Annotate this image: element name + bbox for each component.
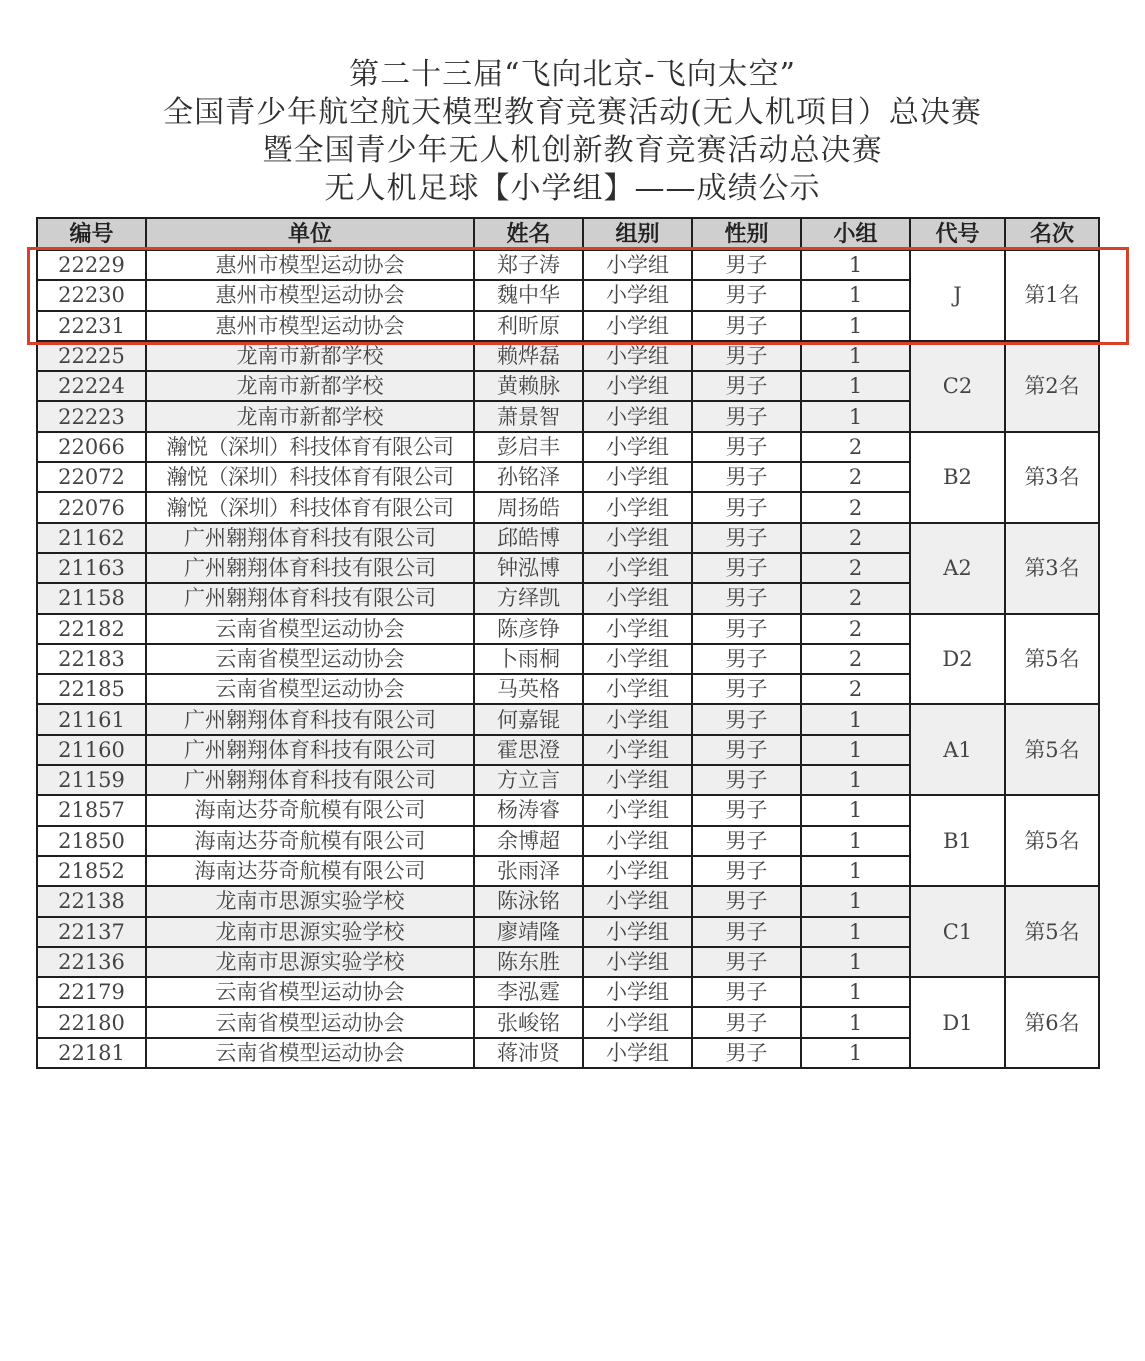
member-id: 21158 <box>37 583 146 613</box>
header-rank: 名次 <box>1005 218 1099 250</box>
member-name: 卜雨桐 <box>474 644 583 674</box>
team-code: D1 <box>910 977 1005 1068</box>
member-name: 利昕原 <box>474 311 583 341</box>
team-rank: 第3名 <box>1005 432 1099 523</box>
member-id: 22066 <box>37 432 146 462</box>
member-unit: 龙南市新都学校 <box>146 401 474 431</box>
member-category: 小学组 <box>583 280 692 310</box>
member-unit: 广州翱翔体育科技有限公司 <box>146 583 474 613</box>
member-name: 方立言 <box>474 765 583 795</box>
member-unit: 龙南市新都学校 <box>146 371 474 401</box>
member-group: 1 <box>801 704 910 734</box>
member-name: 黄赖脉 <box>474 371 583 401</box>
team-rank: 第5名 <box>1005 704 1099 795</box>
member-gender: 男子 <box>692 947 801 977</box>
member-category: 小学组 <box>583 735 692 765</box>
member-id: 21163 <box>37 553 146 583</box>
team-rank: 第5名 <box>1005 795 1099 886</box>
member-name: 廖靖隆 <box>474 917 583 947</box>
member-group: 1 <box>801 735 910 765</box>
member-category: 小学组 <box>583 583 692 613</box>
member-group: 2 <box>801 674 910 704</box>
team-rank: 第5名 <box>1005 614 1099 705</box>
member-gender: 男子 <box>692 280 801 310</box>
member-name: 钟泓博 <box>474 553 583 583</box>
team-rank: 第1名 <box>1005 250 1099 341</box>
member-group: 1 <box>801 1007 910 1037</box>
member-name: 李泓霆 <box>474 977 583 1007</box>
member-id: 21852 <box>37 856 146 886</box>
member-unit: 云南省模型运动协会 <box>146 644 474 674</box>
member-id: 22137 <box>37 917 146 947</box>
member-name: 蒋沛贤 <box>474 1038 583 1068</box>
member-name: 张峻铭 <box>474 1007 583 1037</box>
header-name: 姓名 <box>474 218 583 250</box>
member-gender: 男子 <box>692 886 801 916</box>
member-category: 小学组 <box>583 704 692 734</box>
member-group: 1 <box>801 765 910 795</box>
member-gender: 男子 <box>692 735 801 765</box>
member-group: 2 <box>801 432 910 462</box>
title-line-3: 暨全国青少年无人机创新教育竞赛活动总决赛 <box>262 133 883 168</box>
member-id: 22231 <box>37 311 146 341</box>
table-row <box>37 432 1099 462</box>
member-unit: 广州翱翔体育科技有限公司 <box>146 523 474 553</box>
member-group: 2 <box>801 523 910 553</box>
title-line-4: 无人机足球【小学组】——成绩公示 <box>324 171 821 206</box>
team-code: B2 <box>910 432 1005 523</box>
table-row <box>37 523 1099 553</box>
member-unit: 海南达芬奇航模有限公司 <box>146 856 474 886</box>
member-gender: 男子 <box>692 614 801 644</box>
member-name: 彭启丰 <box>474 432 583 462</box>
member-unit: 龙南市思源实验学校 <box>146 886 474 916</box>
member-group: 2 <box>801 583 910 613</box>
member-category: 小学组 <box>583 523 692 553</box>
member-gender: 男子 <box>692 856 801 886</box>
member-id: 22138 <box>37 886 146 916</box>
member-gender: 男子 <box>692 311 801 341</box>
table-row <box>37 341 1099 371</box>
member-group: 1 <box>801 250 910 280</box>
member-group: 1 <box>801 401 910 431</box>
member-id: 21161 <box>37 704 146 734</box>
member-gender: 男子 <box>692 795 801 825</box>
member-unit: 惠州市模型运动协会 <box>146 250 474 280</box>
member-category: 小学组 <box>583 614 692 644</box>
results-body <box>37 250 1099 1068</box>
member-unit: 海南达芬奇航模有限公司 <box>146 826 474 856</box>
member-name: 萧景智 <box>474 401 583 431</box>
team-code: C2 <box>910 341 1005 432</box>
member-id: 22180 <box>37 1007 146 1037</box>
member-group: 1 <box>801 280 910 310</box>
member-gender: 男子 <box>692 341 801 371</box>
member-gender: 男子 <box>692 401 801 431</box>
member-category: 小学组 <box>583 644 692 674</box>
member-group: 1 <box>801 341 910 371</box>
member-gender: 男子 <box>692 826 801 856</box>
member-name: 周扬皓 <box>474 492 583 522</box>
header-row <box>37 218 1099 250</box>
team-rank: 第3名 <box>1005 523 1099 614</box>
member-group: 2 <box>801 614 910 644</box>
table-row <box>37 977 1099 1007</box>
member-category: 小学组 <box>583 917 692 947</box>
table-row <box>37 886 1099 916</box>
member-gender: 男子 <box>692 674 801 704</box>
member-category: 小学组 <box>583 886 692 916</box>
member-gender: 男子 <box>692 1007 801 1037</box>
team-code: B1 <box>910 795 1005 886</box>
member-unit: 广州翱翔体育科技有限公司 <box>146 704 474 734</box>
member-group: 1 <box>801 886 910 916</box>
member-category: 小学组 <box>583 856 692 886</box>
member-unit: 云南省模型运动协会 <box>146 1038 474 1068</box>
member-category: 小学组 <box>583 462 692 492</box>
member-gender: 男子 <box>692 977 801 1007</box>
table-row <box>37 250 1099 280</box>
member-category: 小学组 <box>583 826 692 856</box>
member-unit: 云南省模型运动协会 <box>146 977 474 1007</box>
member-name: 陈东胜 <box>474 947 583 977</box>
member-id: 21850 <box>37 826 146 856</box>
member-id: 22072 <box>37 462 146 492</box>
member-gender: 男子 <box>692 917 801 947</box>
member-unit: 广州翱翔体育科技有限公司 <box>146 765 474 795</box>
member-group: 2 <box>801 553 910 583</box>
member-gender: 男子 <box>692 250 801 280</box>
member-group: 1 <box>801 826 910 856</box>
member-id: 22229 <box>37 250 146 280</box>
member-id: 22182 <box>37 614 146 644</box>
team-rank: 第6名 <box>1005 977 1099 1068</box>
member-group: 1 <box>801 311 910 341</box>
member-category: 小学组 <box>583 371 692 401</box>
member-group: 2 <box>801 644 910 674</box>
header-id: 编号 <box>37 218 146 250</box>
header-gender: 性别 <box>692 218 801 250</box>
member-gender: 男子 <box>692 583 801 613</box>
member-name: 余博超 <box>474 826 583 856</box>
member-name: 郑子涛 <box>474 250 583 280</box>
table-row <box>37 704 1099 734</box>
header-group: 小组 <box>801 218 910 250</box>
member-category: 小学组 <box>583 492 692 522</box>
member-group: 1 <box>801 977 910 1007</box>
header-unit: 单位 <box>146 218 474 250</box>
member-id: 22136 <box>37 947 146 977</box>
member-gender: 男子 <box>692 371 801 401</box>
member-id: 22185 <box>37 674 146 704</box>
member-gender: 男子 <box>692 523 801 553</box>
header-category: 组别 <box>583 218 692 250</box>
member-id: 22181 <box>37 1038 146 1068</box>
member-name: 方绎凯 <box>474 583 583 613</box>
member-category: 小学组 <box>583 553 692 583</box>
team-code: D2 <box>910 614 1005 705</box>
member-group: 1 <box>801 1038 910 1068</box>
results-table <box>36 217 1100 1069</box>
member-category: 小学组 <box>583 674 692 704</box>
member-group: 2 <box>801 492 910 522</box>
member-name: 张雨泽 <box>474 856 583 886</box>
member-name: 魏中华 <box>474 280 583 310</box>
member-unit: 瀚悦（深圳）科技体育有限公司 <box>146 492 474 522</box>
member-gender: 男子 <box>692 1038 801 1068</box>
member-category: 小学组 <box>583 341 692 371</box>
member-id: 22179 <box>37 977 146 1007</box>
team-rank: 第5名 <box>1005 886 1099 977</box>
member-category: 小学组 <box>583 765 692 795</box>
team-code: J <box>910 250 1005 341</box>
member-category: 小学组 <box>583 977 692 1007</box>
member-unit: 海南达芬奇航模有限公司 <box>146 795 474 825</box>
member-unit: 龙南市思源实验学校 <box>146 917 474 947</box>
title-line-2: 全国青少年航空航天模型教育竞赛活动(无人机项目）总决赛 <box>163 95 982 130</box>
table-row <box>37 614 1099 644</box>
member-category: 小学组 <box>583 1007 692 1037</box>
member-unit: 惠州市模型运动协会 <box>146 280 474 310</box>
member-gender: 男子 <box>692 492 801 522</box>
member-group: 1 <box>801 856 910 886</box>
member-unit: 龙南市思源实验学校 <box>146 947 474 977</box>
member-unit: 云南省模型运动协会 <box>146 674 474 704</box>
member-unit: 惠州市模型运动协会 <box>146 311 474 341</box>
member-id: 21160 <box>37 735 146 765</box>
member-id: 22225 <box>37 341 146 371</box>
member-category: 小学组 <box>583 401 692 431</box>
member-category: 小学组 <box>583 432 692 462</box>
team-rank: 第2名 <box>1005 341 1099 432</box>
member-unit: 瀚悦（深圳）科技体育有限公司 <box>146 462 474 492</box>
member-id: 22076 <box>37 492 146 522</box>
member-gender: 男子 <box>692 644 801 674</box>
member-category: 小学组 <box>583 1038 692 1068</box>
member-id: 22230 <box>37 280 146 310</box>
team-code: A2 <box>910 523 1005 614</box>
member-id: 21857 <box>37 795 146 825</box>
member-category: 小学组 <box>583 311 692 341</box>
member-unit: 云南省模型运动协会 <box>146 1007 474 1037</box>
member-id: 21162 <box>37 523 146 553</box>
member-category: 小学组 <box>583 795 692 825</box>
team-code: A1 <box>910 704 1005 795</box>
member-id: 22183 <box>37 644 146 674</box>
header-code: 代号 <box>910 218 1005 250</box>
member-gender: 男子 <box>692 704 801 734</box>
member-group: 1 <box>801 917 910 947</box>
member-gender: 男子 <box>692 765 801 795</box>
member-category: 小学组 <box>583 250 692 280</box>
member-name: 何嘉锟 <box>474 704 583 734</box>
member-unit: 广州翱翔体育科技有限公司 <box>146 735 474 765</box>
member-id: 22224 <box>37 371 146 401</box>
member-name: 杨涛睿 <box>474 795 583 825</box>
member-gender: 男子 <box>692 553 801 583</box>
member-group: 2 <box>801 462 910 492</box>
member-category: 小学组 <box>583 947 692 977</box>
member-id: 21159 <box>37 765 146 795</box>
member-name: 赖烨磊 <box>474 341 583 371</box>
member-id: 22223 <box>37 401 146 431</box>
member-name: 马英格 <box>474 674 583 704</box>
member-name: 邱皓博 <box>474 523 583 553</box>
title-line-1: 第二十三届“飞向北京-飞向太空” <box>349 57 796 92</box>
member-group: 1 <box>801 795 910 825</box>
member-group: 1 <box>801 371 910 401</box>
member-gender: 男子 <box>692 432 801 462</box>
member-name: 孙铭泽 <box>474 462 583 492</box>
member-group: 1 <box>801 947 910 977</box>
member-unit: 龙南市新都学校 <box>146 341 474 371</box>
member-gender: 男子 <box>692 462 801 492</box>
member-unit: 云南省模型运动协会 <box>146 614 474 644</box>
member-name: 陈彦铮 <box>474 614 583 644</box>
document-title <box>0 56 1145 208</box>
member-name: 陈泳铭 <box>474 886 583 916</box>
team-code: C1 <box>910 886 1005 977</box>
table-row <box>37 795 1099 825</box>
member-unit: 广州翱翔体育科技有限公司 <box>146 553 474 583</box>
member-name: 霍思澄 <box>474 735 583 765</box>
member-unit: 瀚悦（深圳）科技体育有限公司 <box>146 432 474 462</box>
